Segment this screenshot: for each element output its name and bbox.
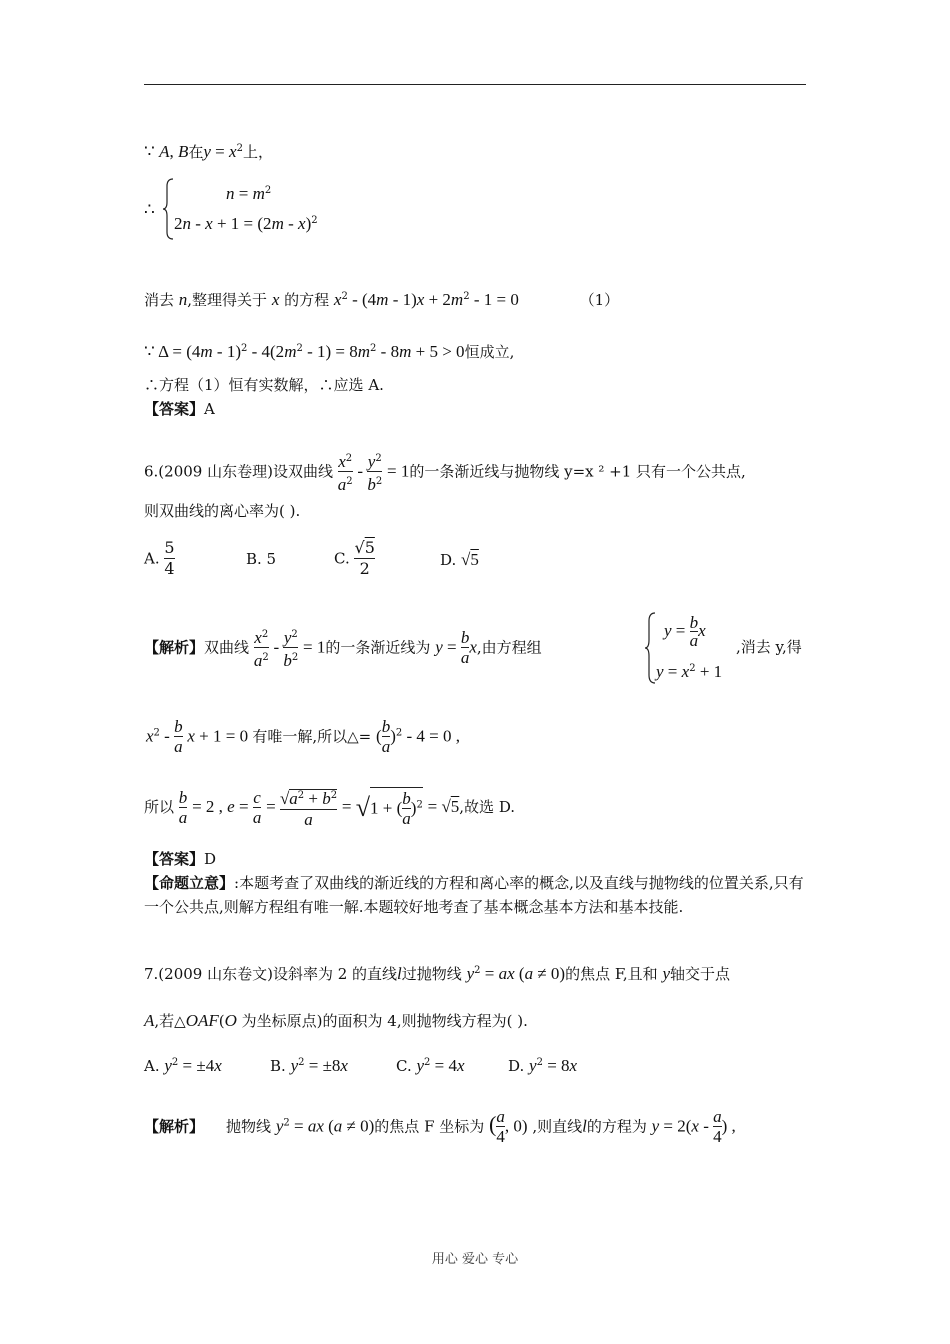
page-footer: 用心 爱心 专心 [431, 1252, 519, 1267]
left-brace-icon [162, 178, 174, 240]
question-7-line2: A,若△OAF(O 为坐标原点)的面积为 4,则抛物线方程为( ). [144, 1011, 528, 1030]
intent-paragraph: 【命题立意】:本题考查了双曲线的渐近线的方程和离心率的概念,以及直线与抛物线的位置关系,只有一个公共点,则解方程组有唯一解.本题较好地考查了基本概念基本方法和基本技能. [144, 874, 804, 916]
choice-a: A. $\frac{5}{4}$ [144, 538, 175, 578]
solution-7-line1: 【解析】 抛物线 $y^2$ = ax (a ≠ 0)的焦点 F 坐标为 ( $\frac{a}{4}$ , 0) ,则直线l的方程为 y = 2(x - $\frac{a}{4}$ ) , [144, 1107, 736, 1146]
choice-d: D. √5 [440, 550, 479, 569]
line-discriminant: ∵ $\Delta = (4m - 1)^2 - 4(2m^2 - 1) = 8m^2 - 8m + 5 > 0$恒成立, [144, 342, 515, 361]
line-because-ab: ∵ A, B在$y = x^2$上， [144, 142, 273, 161]
left-brace-icon [644, 612, 656, 684]
solution-6-line2: $x^2$ - $\frac{b}{a}$ x + 1 = 0 有唯一解,所以△= ( $\frac{b}{a}$ )$^2$ - 4 = 0 , [146, 717, 460, 756]
choice-b: B. 5 [246, 550, 277, 568]
header-rule [144, 84, 806, 85]
choice-d: D. $y^2 = 8x$ [508, 1056, 578, 1075]
solution-6-line3: 所以 $\frac{b}{a}$ = 2 , e = $\frac{c}{a}$ = $\frac{√a^2 + b^2}{a}$ = √1 + ( $\frac{b}{a}$ )$^2$ = √5,故选 D. [144, 787, 516, 829]
choice-a: A. $y^2 = \pm 4x$ [144, 1056, 222, 1075]
question-6-line1: 6.(2009 山东卷理)设双曲线 $\frac{x^2}{a^2}$ - $\frac{y^2}{b^2}$ = 1的一条渐近线与抛物线 y=x ² +1 只有一个公共点, [144, 452, 746, 494]
choice-b: B. $y^2 = \pm 8x$ [270, 1056, 348, 1075]
question-6-line2: 则双曲线的离心率为( ). [144, 502, 301, 520]
choice-c: C. $\frac{√5}{2}$ [334, 538, 375, 578]
answer-6: 【答案】D [144, 850, 217, 868]
line-eliminate-n: 消去 n,整理得关于 x 的方程 $x^2 - (4m - 1)x + 2m^2 - 1 = 0$ （1） [144, 290, 620, 309]
answer-5: 【答案】A [144, 400, 215, 418]
choice-c: C. $y^2 = 4x$ [396, 1056, 465, 1075]
question-7-line1: 7.(2009 山东卷文)设斜率为 2 的直线l过抛物线 $y^2$ = ax (a ≠ 0)的焦点 F,且和 y轴交于点 [144, 964, 731, 983]
line-conclusion-a: ∴方程（1）恒有实数解，∴应选 A. [144, 376, 384, 394]
